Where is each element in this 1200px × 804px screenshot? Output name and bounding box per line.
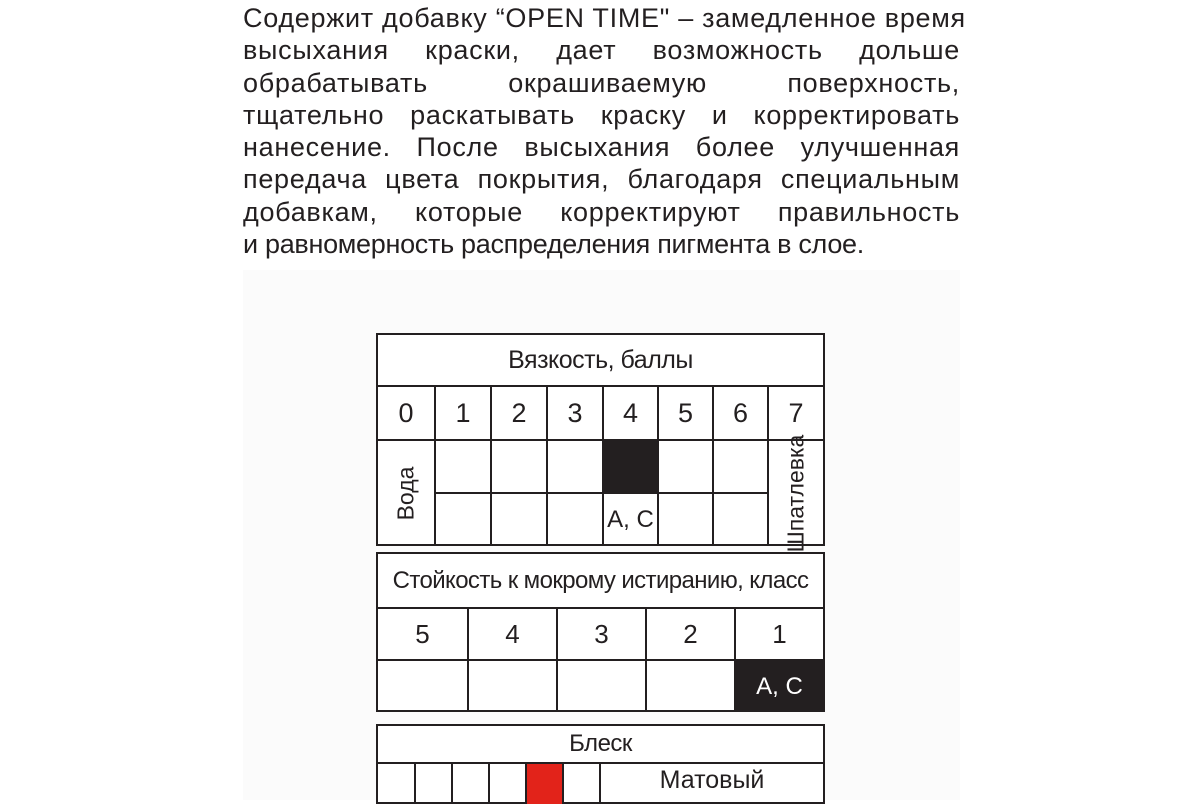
viscosity-cell <box>434 441 490 494</box>
gloss-segment <box>416 764 453 804</box>
wet-abrasion-title: Стойкость к мокрому истиранию, класс <box>378 554 823 609</box>
gloss-segment <box>453 764 490 804</box>
viscosity-scale-0: 0 <box>378 387 434 441</box>
viscosity-title: Вязкость, баллы <box>378 335 823 387</box>
gloss-title: Блеск <box>378 726 823 764</box>
viscosity-marker-cell <box>602 441 657 494</box>
viscosity-scale-5: 5 <box>657 387 712 441</box>
viscosity-cell <box>490 441 546 494</box>
wet-abrasion-marker: А, С <box>734 661 823 712</box>
viscosity-scale-1: 1 <box>434 387 490 441</box>
description-line: добавкам, которые корректируют правильность <box>243 196 960 227</box>
gloss-segment <box>564 764 601 804</box>
description-line: и равномерность распределения пигмента в слое. <box>243 229 864 260</box>
gloss-matte-label: Матовый <box>659 766 765 794</box>
viscosity-cell <box>490 494 546 546</box>
description-line: обрабатывать окрашиваемую поверхность, <box>243 67 960 98</box>
viscosity-cell <box>546 441 602 494</box>
wet-abrasion-cell <box>467 661 556 712</box>
description-line: высыхания краски, дает возможность дольше <box>243 35 960 66</box>
viscosity-low-label: Вода <box>392 466 419 521</box>
description-line: тщательно раскатывать краску и корректировать <box>243 99 960 130</box>
viscosity-scale-7: 7 <box>767 387 823 441</box>
wet-abrasion-class-3: 3 <box>556 609 645 661</box>
viscosity-cell <box>657 494 712 546</box>
viscosity-table <box>376 333 825 553</box>
wet-abrasion-class-4: 4 <box>467 609 556 661</box>
viscosity-scale-2: 2 <box>490 387 546 441</box>
wet-abrasion-class-2: 2 <box>645 609 734 661</box>
product-description <box>243 2 966 260</box>
viscosity-scale-6: 6 <box>712 387 767 441</box>
viscosity-cell <box>712 494 767 546</box>
viscosity-scale-3: 3 <box>546 387 602 441</box>
wet-abrasion-class-1: 1 <box>734 609 823 661</box>
wet-abrasion-class-5: 5 <box>378 609 467 661</box>
wet-abrasion-cell <box>645 661 734 712</box>
gloss-table <box>376 724 825 804</box>
gloss-segment <box>378 764 416 804</box>
viscosity-cell <box>712 441 767 494</box>
viscosity-cell <box>546 494 602 546</box>
viscosity-cell <box>434 494 490 546</box>
description-line: Содержит добавку “OPEN TIME" – замедленное время <box>243 3 966 33</box>
viscosity-scale-4: 4 <box>602 387 657 441</box>
viscosity-high-label: Шпатлевка <box>767 441 823 546</box>
wet-abrasion-cell <box>378 661 467 712</box>
description-line: передача цвета покрытия, благодаря специальным <box>243 164 960 195</box>
viscosity-marker-label: А, С <box>602 494 657 546</box>
gloss-marker-segment <box>527 764 564 804</box>
viscosity-cell <box>657 441 712 494</box>
description-line: нанесение. После высыхания более улучшенная <box>243 132 960 163</box>
wet-abrasion-cell <box>556 661 645 712</box>
wet-abrasion-table <box>376 552 825 712</box>
gloss-segment <box>490 764 527 804</box>
